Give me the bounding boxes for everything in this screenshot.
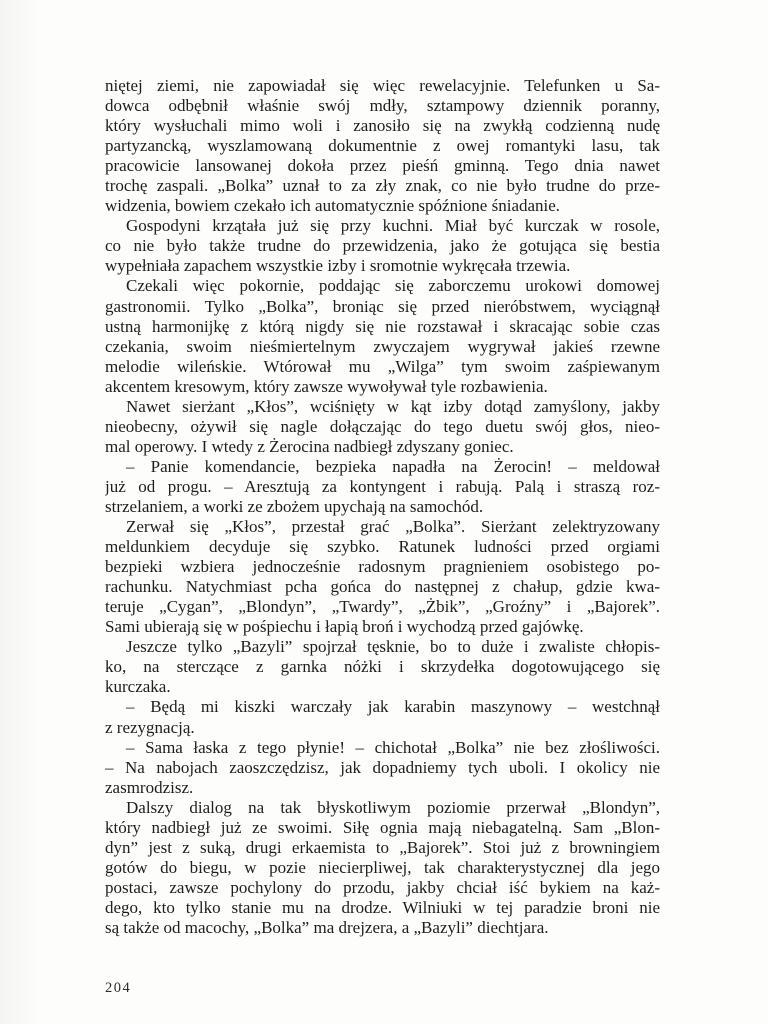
text-line: Sami ubierają się w pośpiechu i łapią broń i wychodzą przed gajówkę. xyxy=(105,617,584,637)
text-line: zasmrodzisz. xyxy=(105,777,194,797)
paragraph xyxy=(105,276,660,396)
text-line: – Panie komendancie, bezpieka napadła na Żerocin! – meldował xyxy=(126,456,660,476)
text-line: który nadbiegł już ze swoimi. Siłę ognia mają niebagatelną. Sam „Blon- xyxy=(105,817,660,837)
text-line: dowca odbębnił właśnie swój mdły, sztampowy dziennik poranny, xyxy=(105,96,660,116)
text-line: Nawet sierżant „Kłos”, wciśnięty w kąt izby dotąd zamyślony, jakby xyxy=(126,396,660,416)
text-line: gotów do biegu, w pozie niecierpliwej, tak charakterystycznej dla jego xyxy=(105,857,660,877)
text-line: dyn” jest z suką, drugi erkaemista to „Bajorek”. Stoi już z browningiem xyxy=(105,837,660,857)
text-line: z rezygnacją. xyxy=(105,717,195,737)
text-line: – Sama łaska z tego płynie! – chichotał „Bolka” nie bez złośliwości. xyxy=(126,737,660,757)
paragraph xyxy=(105,738,660,798)
text-line: – Na nabojach zaoszczędzisz, jak dopadniemy tych uboli. I okolicy nie xyxy=(105,757,660,777)
text-line: nieobecny, ożywił się nagle dołączając do tego duetu swój głos, nieo- xyxy=(105,416,660,436)
text-line: Czekali więc pokornie, poddając się zaborczemu urokowi domowej xyxy=(126,276,660,296)
text-line: Jeszcze tylko „Bazyli” spojrzał tęsknie, bo to duże i zwaliste chłopis- xyxy=(126,637,660,657)
text-line: ustną harmonijkę z którą nigdy się nie rozstawał i skracając sobie czas xyxy=(105,316,660,336)
text-line: mal operowy. I wtedy z Żerocina nadbiegł zdyszany goniec. xyxy=(105,436,514,456)
paragraph xyxy=(105,76,660,216)
page-number: 204 xyxy=(105,980,132,996)
text-line: ko, na sterczące z garnka nóżki i skrzydełka dogotowującego się xyxy=(105,657,660,677)
text-block xyxy=(105,76,660,938)
text-line: akcentem kresowym, który zawsze wywoływał tyle rozbawienia. xyxy=(105,376,548,396)
text-line: już od progu. – Aresztują za kontyngent i rabują. Palą i straszą roz- xyxy=(105,476,660,496)
text-line: strzelaniem, a worki ze zbożem upychają na samochód. xyxy=(105,496,484,516)
text-line: wypełniała zapachem wszystkie izby i sromotnie wykręcała trzewia. xyxy=(105,256,571,276)
text-line: który wysłuchali mimo woli i zanosiło się na zwykłą codzienną nudę xyxy=(105,116,660,136)
text-line: widzenia, bowiem czekało ich automatycznie spóźnione śniadanie. xyxy=(105,196,561,216)
text-line: Zerwał się „Kłos”, przestał grać „Bolka”. Sierżant zelektryzowany xyxy=(126,517,660,537)
text-line: pracowicie lansowanej dokoła przez pieśń gminną. Tego dnia nawet xyxy=(105,156,660,176)
paragraph xyxy=(105,397,660,457)
text-line: postaci, zawsze pochylony do przodu, jakby chciał iść bykiem na każ- xyxy=(105,877,660,897)
text-line: kurczaka. xyxy=(105,677,171,697)
text-line: trochę zaspali. „Bolka” uznał to za zły znak, co nie było trudne do prze- xyxy=(105,176,660,196)
paragraph xyxy=(105,216,660,276)
text-line: teruje „Cygan”, „Blondyn”, „Twardy”, „Żbik”, „Groźny” i „Bajorek”. xyxy=(105,597,660,617)
text-line: są także od macochy, „Bolka” ma drejzera, a „Bazyli” diechtjara. xyxy=(105,917,549,937)
text-line: partyzancką, wyszlamowaną dokumentnie z owej romantyki lasu, tak xyxy=(105,136,660,156)
text-line: meldunkiem decyduje się szybko. Ratunek ludności przed orgiami xyxy=(105,537,660,557)
text-line: Gospodyni krzątała już się przy kuchni. Miał być kurczak w rosole, xyxy=(126,216,660,236)
text-line: czekania, swoim nieśmiertelnym zwyczajem wygrywał jakieś rzewne xyxy=(105,336,660,356)
paragraph xyxy=(105,637,660,697)
text-line: Dalszy dialog na tak błyskotliwym poziomie przerwał „Blondyn”, xyxy=(126,797,660,817)
text-line: bezpieki wzbiera jednocześnie radosnym pragnieniem osobistego po- xyxy=(105,557,660,577)
text-line: melodie wileńskie. Wtórował mu „Wilga” tym swoim zaśpiewanym xyxy=(105,356,660,376)
text-line: niętej ziemi, nie zapowiadał się więc rewelacyjnie. Telefunken u Sa- xyxy=(105,76,660,95)
text-line: dego, kto tylko stanie mu na drodze. Wilniuki w tej paradzie broni nie xyxy=(105,897,660,917)
paragraph xyxy=(105,697,660,737)
paragraph xyxy=(105,798,660,938)
paragraph xyxy=(105,517,660,637)
scan-edge-shadow xyxy=(0,0,42,1024)
text-line: – Będą mi kiszki warczały jak karabin maszynowy – westchnął xyxy=(126,697,660,717)
text-line: rachunku. Natychmiast pcha gońca do następnej z chałup, gdzie kwa- xyxy=(105,577,660,597)
text-line: gastronomii. Tylko „Bolka”, broniąc się przed nieróbstwem, wyciągnął xyxy=(105,296,660,316)
text-line: co nie było także trudne do przewidzenia, jako że gotująca się bestia xyxy=(105,236,660,256)
paragraph xyxy=(105,457,660,517)
